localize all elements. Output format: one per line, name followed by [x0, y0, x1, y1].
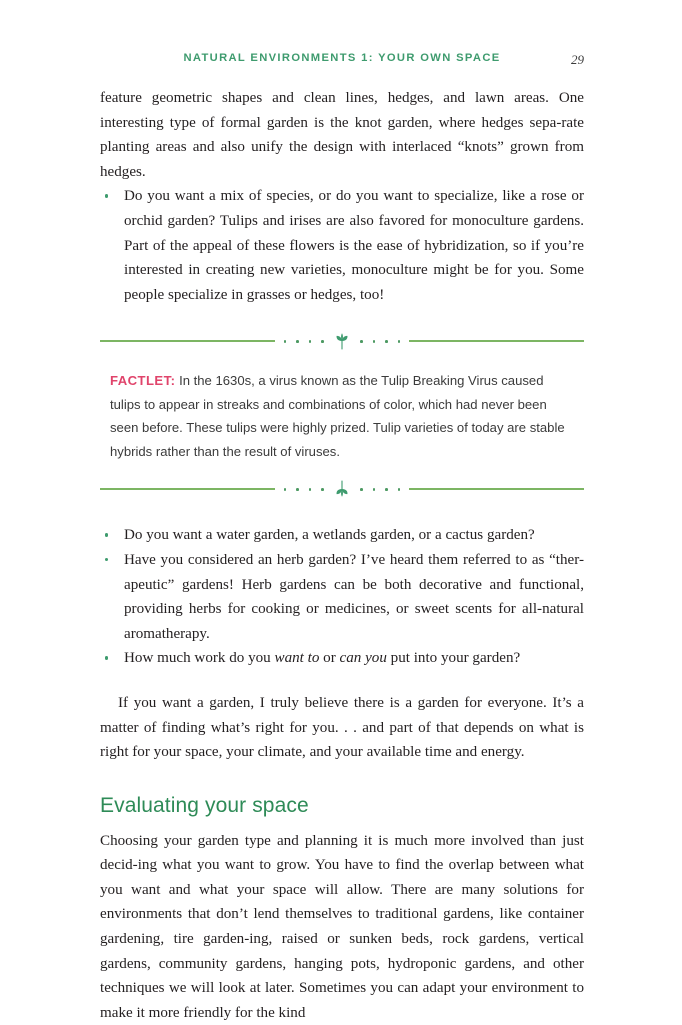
list-item-text: Do you want a water garden, a wetlands garden, or a cactus garden?: [124, 527, 535, 544]
spacer: [100, 499, 584, 523]
divider-bottom: [100, 479, 584, 499]
divider-rule-right: [409, 340, 584, 342]
bullet-list-first: [100, 184, 584, 307]
bullet-dot-icon: [105, 194, 108, 197]
divider-dot-icon: [360, 488, 363, 491]
divider-rule-left: [100, 488, 275, 490]
section-heading: Evaluating your space: [100, 793, 309, 817]
spacer: [100, 819, 584, 829]
divider-dot-icon: [321, 340, 324, 343]
paragraph-evaluating: Choosing your garden type and planning it is much more involved than just decid-ing what you want to grow. You have to find the overlap between what you want and what your space will allow. There are many solutions for environments that don’t lend themselves to traditional gardens, like container gardening, tire garden-ing, raised or sunken beds, rock gardens, vertical gardens, community gardens, hanging pots, hydroponic gardens, and other techniques we will look at later. Sometimes you can adapt your environment to make it more friendly for the kind: [100, 832, 584, 1021]
bullet-dot-icon: [105, 558, 108, 561]
list-item-text-post: put into your garden?: [386, 650, 521, 667]
divider-dot-icon: [398, 340, 401, 343]
list-item: [100, 548, 584, 646]
list-item-text: [124, 646, 584, 671]
divider-dots-left: [275, 488, 333, 491]
paragraph-everyone: If you want a garden, I truly believe there is a garden for everyone. It’s a matter of finding what’s right for you. . . and part of that depends on what is right for your space, your climate, and your available time and energy.: [100, 694, 584, 761]
running-head: [100, 52, 584, 70]
divider-dots-left: [275, 340, 333, 343]
page-number: 29: [571, 52, 584, 67]
divider-dot-icon: [296, 340, 299, 343]
list-item-text-mid: or: [319, 650, 340, 667]
list-item-emphasis-1: want to: [274, 650, 320, 667]
list-item: [100, 646, 584, 671]
list-item-text: Do you want a mix of species, or do you want to specialize, like a rose or orchid garden? Tulips and irises are also favored for monoculture gardens. Part of the appeal of these flowers is the ease of hybridization, so if you’re interested in creating new varieties, monoculture might be for you. Some people specialize in grasses or hedges, too!: [124, 188, 584, 303]
divider-top: [100, 331, 584, 351]
divider-dots-right: [351, 488, 409, 491]
spacer: [100, 765, 584, 793]
divider-rule-right: [409, 488, 584, 490]
divider-dot-icon: [284, 488, 287, 491]
spacer: [100, 671, 584, 691]
spacer: [100, 307, 584, 331]
list-item: [100, 184, 584, 307]
divider-dot-icon: [309, 340, 312, 343]
bullet-dot-icon: [105, 533, 108, 536]
bullet-list-second: [100, 523, 584, 671]
list-item-text: Have you considered an herb garden? I’ve heard them referred to as “ther-apeutic” gardens! Herb gardens can be both decorative and functional, providing herbs for cooking or medicines, or sweet scents for all-natural aromatherapy.: [124, 551, 584, 642]
factlet-box: [110, 369, 572, 463]
divider-dot-icon: [385, 488, 388, 491]
bullet-dot-icon: [105, 656, 108, 659]
paragraph-continued: feature geometric shapes and clean lines, hedges, and lawn areas. One interesting type of formal garden is the knot garden, where hedges sepa-rate planting areas and also unify the design with interlaced “knots” grown from hedges.: [100, 90, 584, 180]
divider-dot-icon: [296, 488, 299, 491]
factlet-text: In the 1630s, a virus known as the Tulip Breaking Virus caused tulips to appear in streaks and combinations of color, which had never been seen before. These tulips were highly prized. Tulip varieties of today are stable hybrids rather than the result of viruses.: [110, 373, 565, 459]
spacer: [100, 351, 584, 369]
divider-dot-icon: [385, 340, 388, 343]
list-item-emphasis-2: can you: [339, 650, 387, 667]
list-item: [100, 523, 584, 548]
divider-dot-icon: [321, 488, 324, 491]
divider-dot-icon: [398, 488, 401, 491]
text-column: [100, 86, 584, 1025]
page-title: NATURAL ENVIRONMENTS 1: YOUR OWN SPACE: [183, 52, 501, 64]
divider-dot-icon: [373, 488, 376, 491]
divider-dot-icon: [309, 488, 312, 491]
divider-dot-icon: [360, 340, 363, 343]
divider-dots-right: [351, 340, 409, 343]
divider-dot-icon: [284, 340, 287, 343]
sprout-icon: [333, 331, 351, 351]
divider-rule-left: [100, 340, 275, 342]
spacer: [100, 463, 584, 479]
divider-dot-icon: [373, 340, 376, 343]
factlet-label: FACTLET:: [110, 373, 176, 389]
sprout-inverted-icon: [333, 479, 351, 499]
list-item-text-pre: How much work do you: [124, 650, 275, 667]
